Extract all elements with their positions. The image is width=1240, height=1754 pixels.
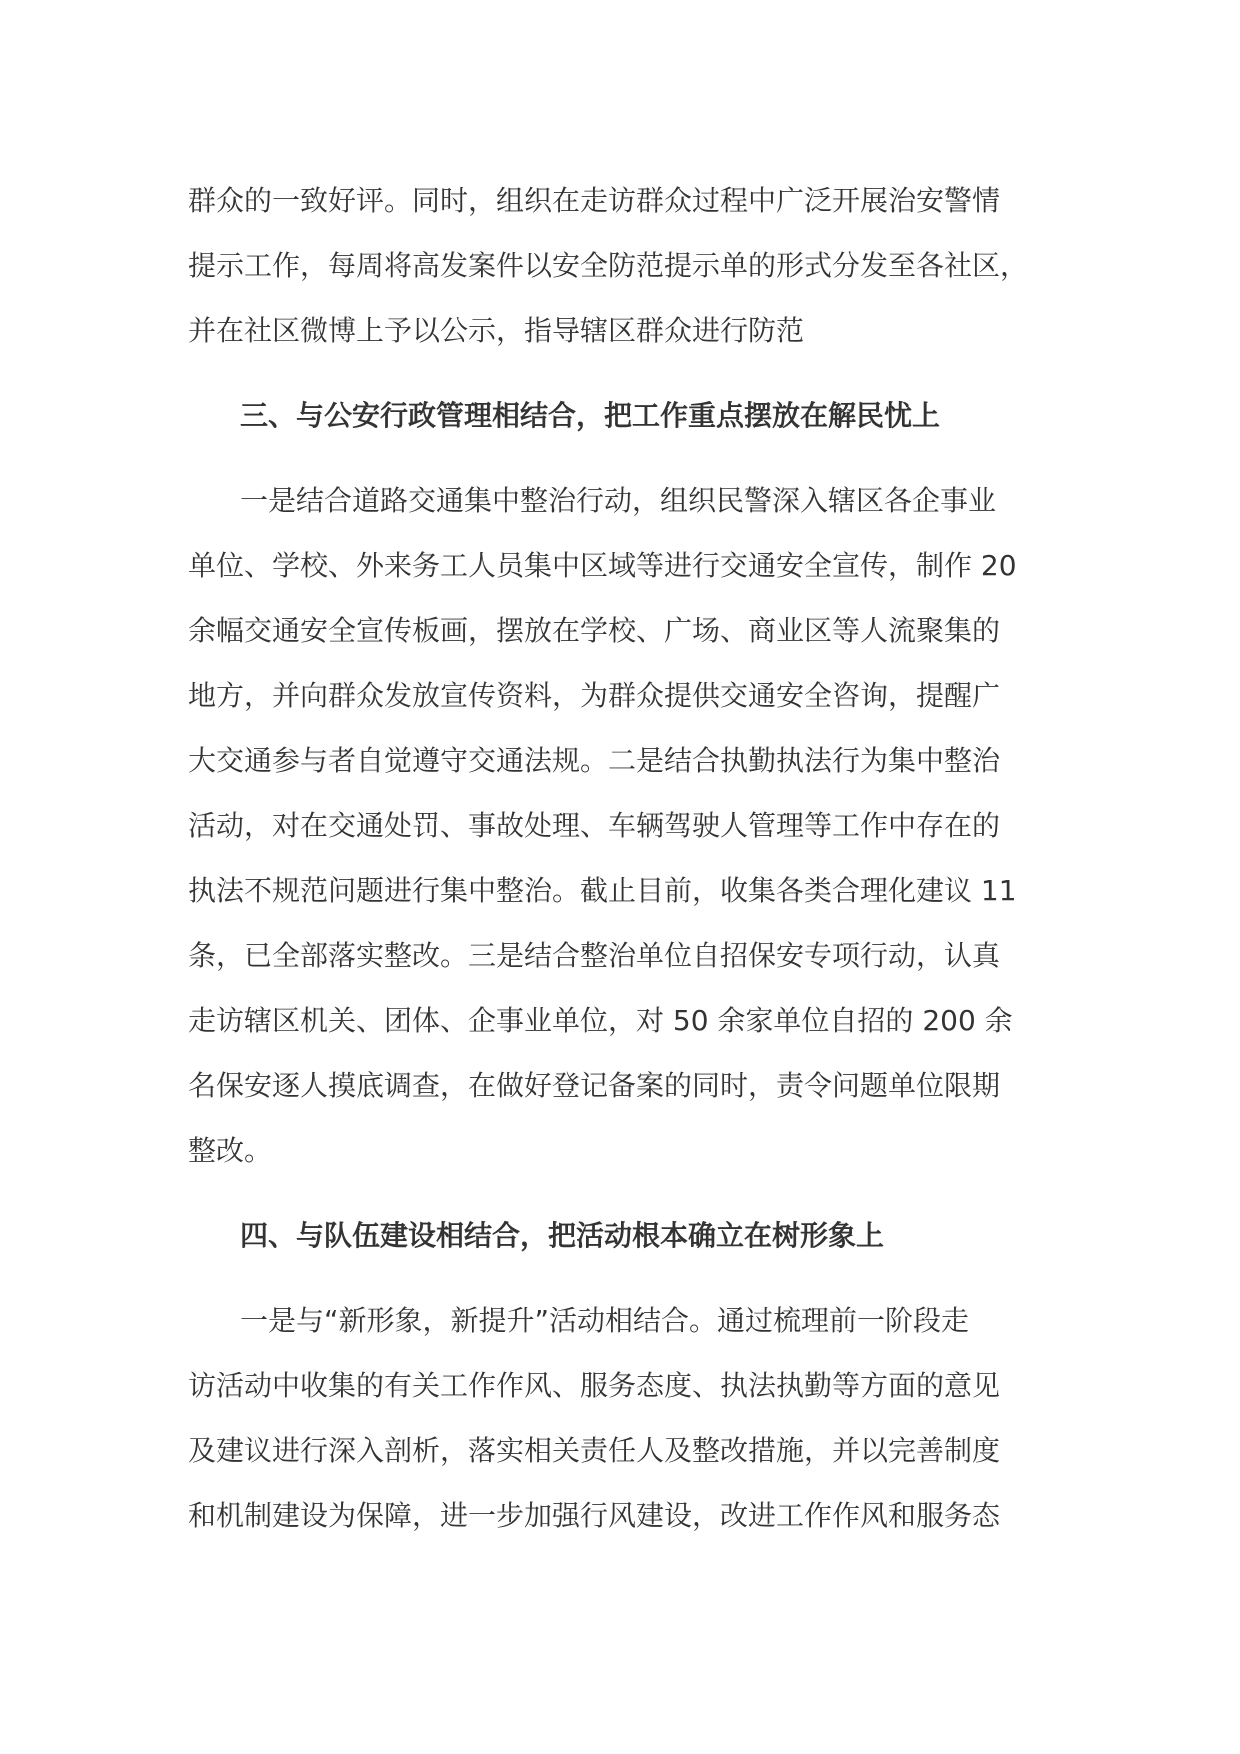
paragraph-line: 名保安逐人摸底调查，在做好登记备案的同时，责令问题单位限期 (188, 1069, 1001, 1102)
section-heading-4: 四、与队伍建设相结合，把活动根本确立在树形象上 (240, 1219, 885, 1252)
paragraph-line: 一是结合道路交通集中整治行动，组织民警深入辖区各企事业 (240, 484, 997, 517)
paragraph-line: 大交通参与者自觉遵守交通法规。二是结合执勤执法行为集中整治 (188, 744, 1001, 777)
paragraph-line: 一是与“新形象，新提升”活动相结合。通过梳理前一阶段走 (240, 1304, 970, 1337)
paragraph-line: 并在社区微博上予以公示，指导辖区群众进行防范 (188, 314, 805, 347)
paragraph-line: 条，已全部落实整改。三是结合整治单位自招保安专项行动，认真 (188, 939, 1001, 972)
paragraph-line: 执法不规范问题进行集中整治。截止目前，收集各类合理化建议 11 (188, 874, 1017, 907)
paragraph-line: 提示工作，每周将高发案件以安全防范提示单的形式分发至各社区， (188, 249, 1029, 282)
paragraph-line: 及建议进行深入剖析，落实相关责任人及整改措施，并以完善制度 (188, 1434, 1001, 1467)
section-4-paragraph (188, 1288, 1088, 1548)
continuation-paragraph (188, 168, 1088, 363)
paragraph-line: 活动，对在交通处罚、事故处理、车辆驾驶人管理等工作中存在的 (188, 809, 1001, 842)
paragraph-line: 地方，并向群众发放宣传资料，为群众提供交通安全咨询，提醒广 (188, 679, 1001, 712)
paragraph-line: 余幅交通安全宣传板画，摆放在学校、广场、商业区等人流聚集的 (188, 614, 1001, 647)
paragraph-line: 访活动中收集的有关工作作风、服务态度、执法执勤等方面的意见 (188, 1369, 1001, 1402)
paragraph-line: 和机制建设为保障，进一步加强行风建设，改进工作作风和服务态 (188, 1499, 1001, 1532)
section-3-paragraph (188, 468, 1088, 1183)
paragraph-line: 单位、学校、外来务工人员集中区域等进行交通安全宣传，制作 20 (188, 549, 1017, 582)
paragraph-line: 群众的一致好评。同时，组织在走访群众过程中广泛开展治安警情 (188, 184, 1001, 217)
paragraph-line: 走访辖区机关、团体、企事业单位，对 50 余家单位自招的 200 余 (188, 1004, 1013, 1037)
section-heading-3: 三、与公安行政管理相结合，把工作重点摆放在解民忧上 (240, 399, 941, 432)
document-body (188, 168, 1088, 1548)
paragraph-line: 整改。 (188, 1134, 273, 1167)
